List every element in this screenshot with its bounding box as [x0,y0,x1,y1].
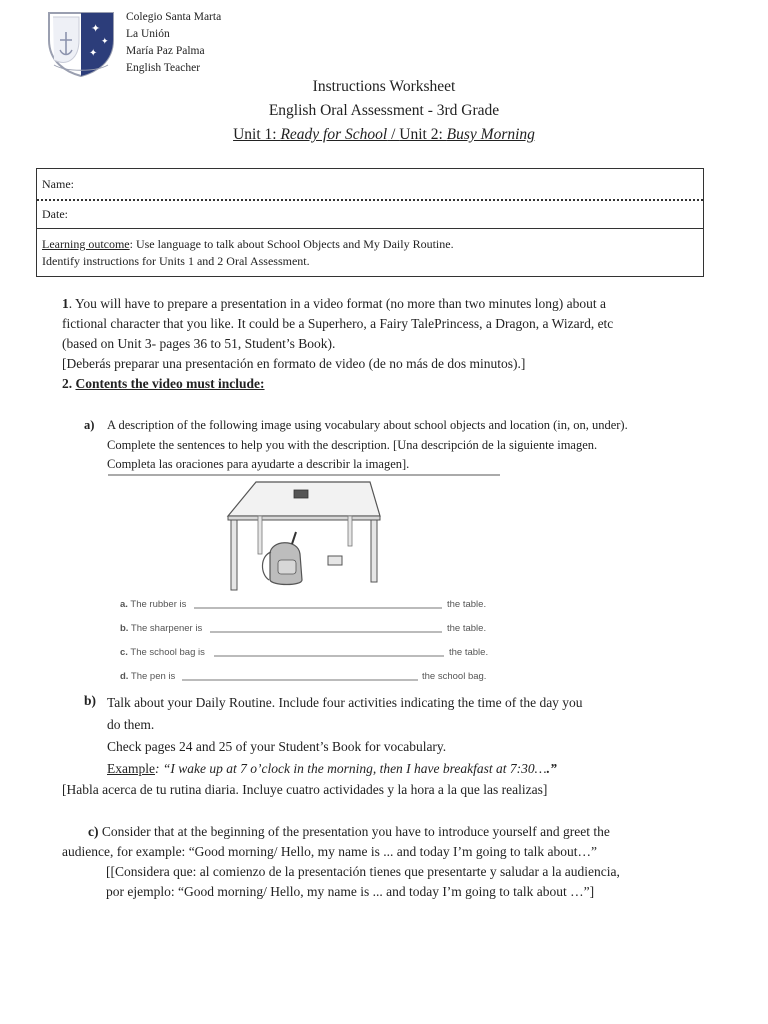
item-a-line3: Completa las oraciones para ayudarte a describir la imagen]. [107,457,410,471]
svg-text:b. The sharpener is [120,623,202,634]
item-b-text [107,692,583,780]
sentence-a [120,599,486,610]
sentence-d-letter: d. [120,671,129,682]
worksheet-title: Instructions Worksheet [312,78,456,95]
point1-line4: [Deberás preparar una presentación en formato de video (de no más de dos minutos).] [62,356,526,371]
teacher-name: María Paz Palma [126,45,205,57]
sentence-a-start: The rubber is [130,599,187,610]
item-c-line2: audience, for example: “Good morning/ Hello, my name is ... and today I’m going to talk about…” [62,844,597,859]
date-label: Date: [42,207,68,221]
point2-heading: Contents the video must include: [75,376,265,391]
school-bag-illustration [262,532,302,585]
sentence-c-end: the table. [449,647,489,658]
item-a-text [107,416,628,475]
school-name: Colegio Santa Marta [126,11,222,23]
sentence-a-letter: a. [120,599,128,610]
sentence-b-end: the table. [447,623,487,634]
sentence-b [120,623,486,634]
item-b-line1: Talk about your Daily Routine. Include four activities indicating the time of the day you [107,695,583,710]
school-crest-logo [46,10,116,78]
learning-outcome [42,237,454,252]
assessment-title: English Oral Assessment - 3rd Grade [268,102,500,119]
sentence-c-letter: c. [120,647,128,658]
outcome-line2: Identify instructions for Units 1 and 2 Oral Assessment. [42,254,310,268]
item-c-text [62,822,620,902]
sentence-c-start: The school bag is [130,647,205,658]
teacher-role: English Teacher [126,62,201,74]
units-title [0,126,768,144]
point2-number: 2. [62,376,73,391]
example-end: .” [546,761,557,776]
svg-text:✦: ✦ [91,23,101,35]
item-c-marker: c) [88,824,99,839]
sentence-d-start: The pen is [130,671,176,682]
sentence-d-end: the school bag. [422,671,487,682]
name-dotted-divider [37,199,703,201]
sentence-b-start: The sharpener is [130,623,203,634]
svg-text:✦: ✦ [89,48,98,59]
sentence-b-letter: b. [120,623,129,634]
point1-line3: (based on Unit 3- pages 36 to 51, Student’s Book). [62,336,336,351]
item-c-line3: [[Considera que: al comienzo de la presentación tienes que presentarte y saludar a la audiencia, [106,864,620,879]
instruction-1 [62,294,700,394]
unit1-name: Ready for School [280,126,388,143]
sentence-c [120,647,488,658]
svg-text:d. The pen is [120,671,176,682]
point1-line2: fictional character that you like. It could be a Superhero, a Fairy TalePrincess, a Dragon, a Wizard, etc [62,316,614,331]
unit2-name: Busy Morning [446,126,535,143]
item-b-line3: Check pages 24 and 25 of your Student’s Book for vocabulary. [107,739,447,754]
school-info [126,9,221,77]
example-label: Example [107,761,155,776]
item-b-example [107,758,583,780]
svg-text:a. The rubber is [120,599,187,610]
item-a-line1: A description of the following image using vocabulary about school objects and location (in, on, under). [107,418,628,432]
name-label: Name: [42,177,74,191]
svg-text:c. The school bag is [120,647,205,658]
svg-text:✦: ✦ [101,36,109,46]
item-b-line2: do them. [107,717,155,732]
item-b-marker: b) [84,693,97,708]
school-objects-figure [108,474,502,686]
sentence-d [120,671,486,682]
point1-number: 1 [62,296,69,311]
student-info-box [36,168,704,277]
outcome-text: : Use language to talk about School Objects and My Daily Routine. [129,237,454,251]
item-a-marker: a) [84,418,95,432]
item-a-line2: Complete the sentences to help you with the description. [Una descripción de la siguiente imagen. [107,437,598,452]
item-b-spanish: [Habla acerca de tu rutina diaria. Incluye cuatro actividades y la hora a la que las realizas] [62,782,548,797]
units-separator: / [387,126,400,143]
date-divider [37,228,703,229]
item-c-line4: por ejemplo: “Good morning/ Hello, my name is ... and today I’m going to talk about …”] [106,884,595,899]
point1-line1: . You will have to prepare a presentation in a video format (no more than two minutes long) about a [68,296,606,311]
sentence-a-end: the table. [447,599,487,610]
unit1-prefix: Unit 1: [233,126,281,143]
unit2-prefix: Unit 2: [399,126,447,143]
item-c-line1: Consider that at the beginning of the presentation you have to introduce yourself and greet the [98,824,610,839]
school-city: La Unión [126,28,170,40]
rubber-illustration [294,490,308,498]
example-text: : “I wake up at 7 o’clock in the morning, then I have breakfast at 7:30… [154,761,547,776]
outcome-label: Learning outcome [42,237,130,251]
sharpener-illustration [328,556,342,565]
